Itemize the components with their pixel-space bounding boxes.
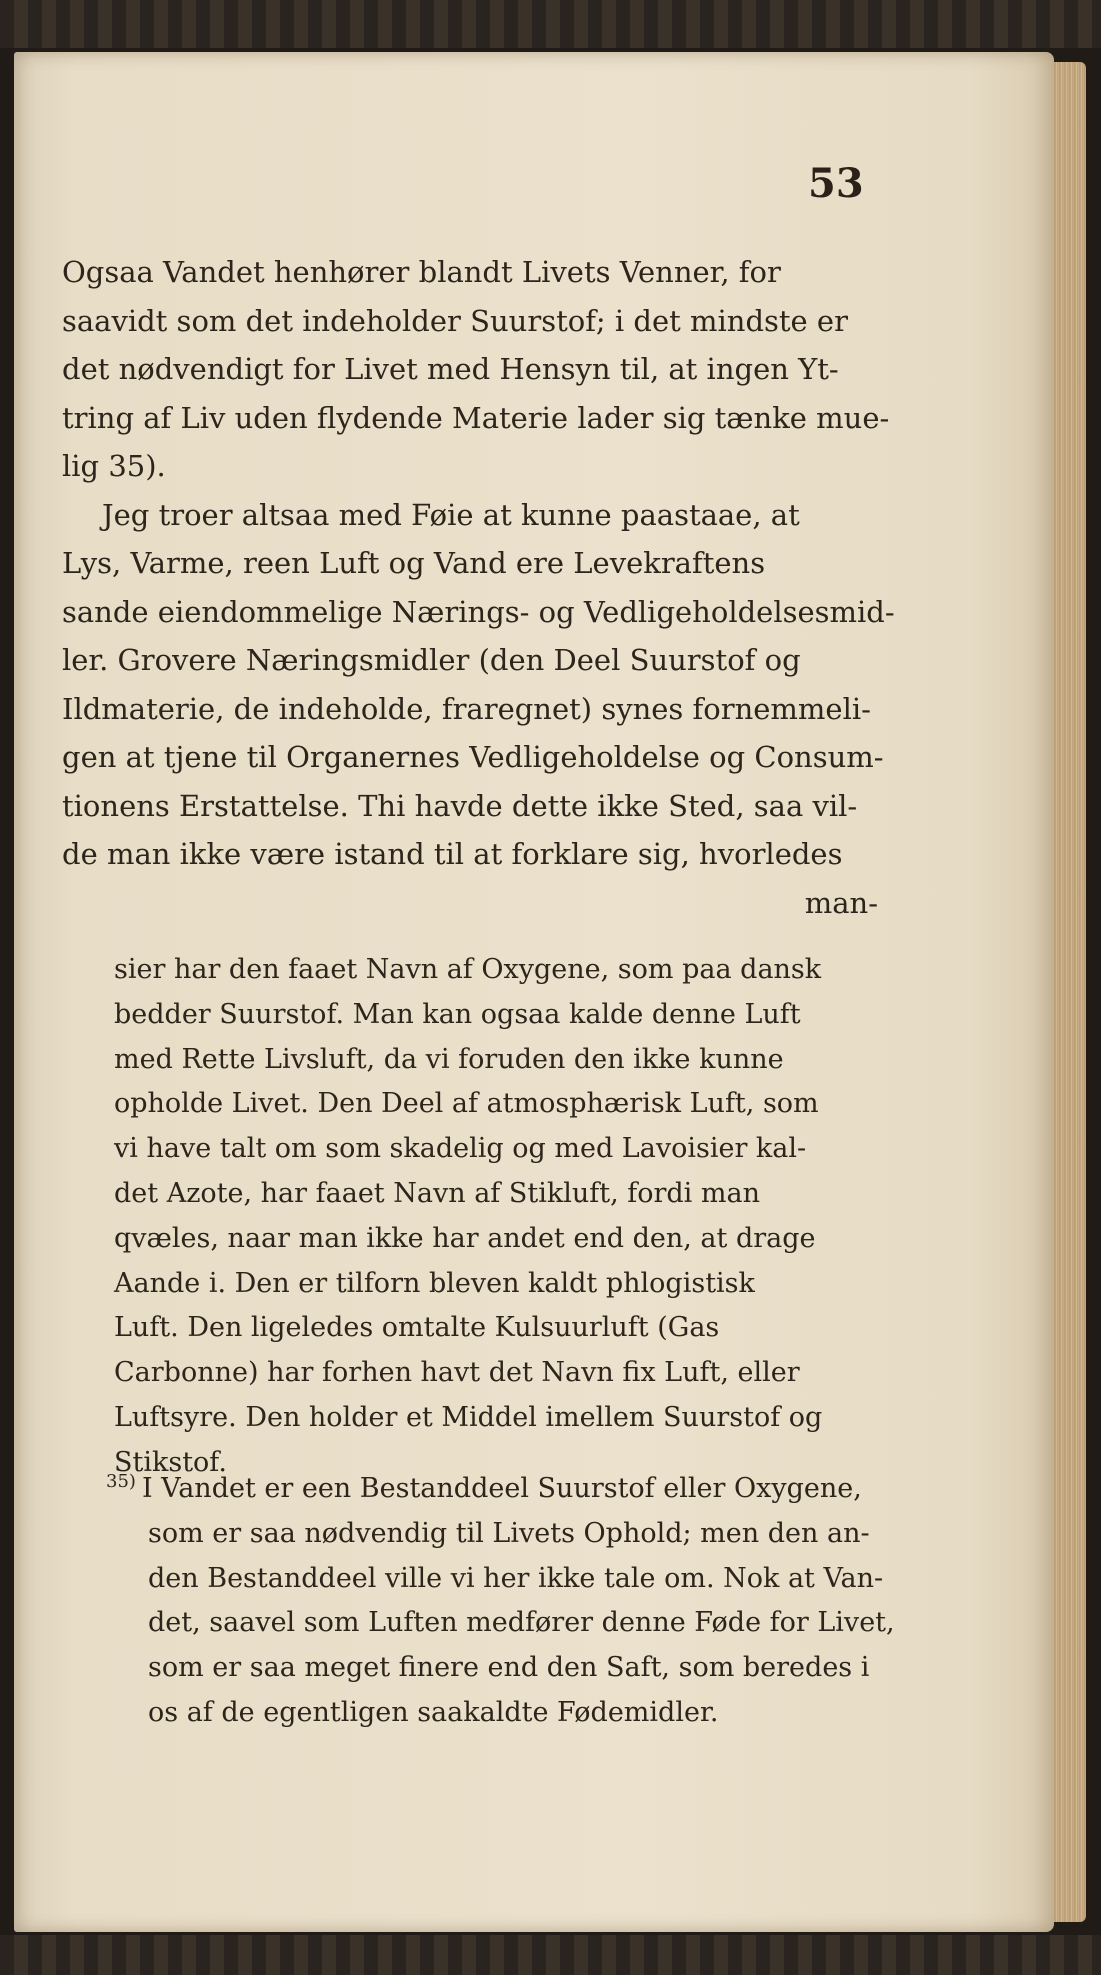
footnote-mark: 35) — [106, 1471, 136, 1492]
footnote-line: Luft. Den ligeledes omtalte Kulsuurluft (Gas — [114, 1312, 720, 1344]
footnote-text: som er saa meget finere end den Saft, som beredes i — [148, 1652, 870, 1684]
footnote-line: med Rette Livsluft, da vi foruden den ikke kunne — [114, 1043, 784, 1075]
text-line: gen at tjene til Organernes Vedligeholdelse og Consum- — [62, 740, 884, 774]
footnote-line: bedder Suurstof. Man kan ogsaa kalde denne Luft — [114, 998, 801, 1030]
footnote-line — [106, 1460, 888, 1512]
text-line: Ildmaterie, de indeholde, fraregnet) synes fornemmeli- — [62, 691, 871, 726]
footnote-line — [108, 1601, 895, 1646]
footnote-line: opholde Livet. Den Deel af atmosphærisk Luft, som — [114, 1088, 819, 1120]
text-line: Jeg troer altsaa med Føie at kunne paastaae, at — [102, 497, 800, 532]
text-line: lig 35). — [62, 449, 166, 483]
footnote-line — [108, 1691, 888, 1736]
footnote-line: det Azote, har faaet Navn af Stikluft, fordi man — [114, 1177, 760, 1209]
text-line: de man ikke være istand til at forklare sig, hvorledes — [62, 837, 843, 871]
catchword: man- — [804, 885, 878, 920]
footnote-35 — [106, 1460, 895, 1736]
footnote-text: os af de egentligen saakaldte Fødemidler. — [148, 1696, 719, 1728]
text-line: tionens Erstattelse. Thi havde dette ikke Sted, saa vil- — [62, 788, 858, 823]
text-line: ler. Grovere Næringsmidler (den Deel Suurstof og — [62, 643, 801, 677]
footnote-line: Carbonne) har forhen havt det Navn fix Luft, eller — [114, 1357, 800, 1389]
continued-footnote — [114, 948, 884, 1486]
text-line: Ogsaa Vandet henhører blandt Livets Venner, for — [62, 255, 781, 289]
footnote-line: Luftsyre. Den holder et Middel imellem Suurstof og — [114, 1401, 823, 1433]
footnote-line — [108, 1646, 888, 1691]
footnote-line — [108, 1512, 888, 1557]
text-line: tring af Liv uden flydende Materie lader sig tænke mue- — [62, 400, 890, 435]
footnote-text: som er saa nødvendig til Livets Ophold; men den an- — [148, 1517, 870, 1549]
footnote-text: den Bestanddeel ville vi her ikke tale om. Nok at Van- — [148, 1562, 884, 1594]
footnote-line: Aande i. Den er tilforn bleven kaldt phlogistisk — [114, 1267, 755, 1299]
footnote-line: qvæles, naar man ikke har andet end den, at drage — [114, 1222, 816, 1254]
text-line: sande eiendommelige Nærings- og Vedligeholdelsesmid- — [62, 594, 895, 629]
text-line: Lys, Varme, reen Luft og Vand ere Levekraftens — [62, 546, 766, 580]
footnote-text: det, saavel som Luften medfører denne Føde for Livet, — [148, 1607, 895, 1639]
footnote-text: I Vandet er een Bestanddeel Suurstof eller Oxygene, — [141, 1473, 862, 1504]
text-line: det nødvendigt for Livet med Hensyn til, at ingen Yt- — [62, 352, 839, 386]
footnote-line: Stikstof. — [114, 1446, 227, 1478]
footnote-line: vi have talt om som skadelig og med Lavoisier kal- — [114, 1133, 807, 1165]
text-line: saavidt som det indeholder Suurstof; i det mindste er — [62, 303, 848, 338]
footnote-line: sier har den faaet Navn af Oxygene, som paa dansk — [114, 954, 822, 985]
book-cover-bottom — [0, 1935, 1101, 1975]
book-cover-top — [0, 0, 1101, 48]
page-number: 53 — [808, 160, 864, 207]
main-text — [62, 248, 895, 927]
footnote-line — [108, 1557, 888, 1602]
